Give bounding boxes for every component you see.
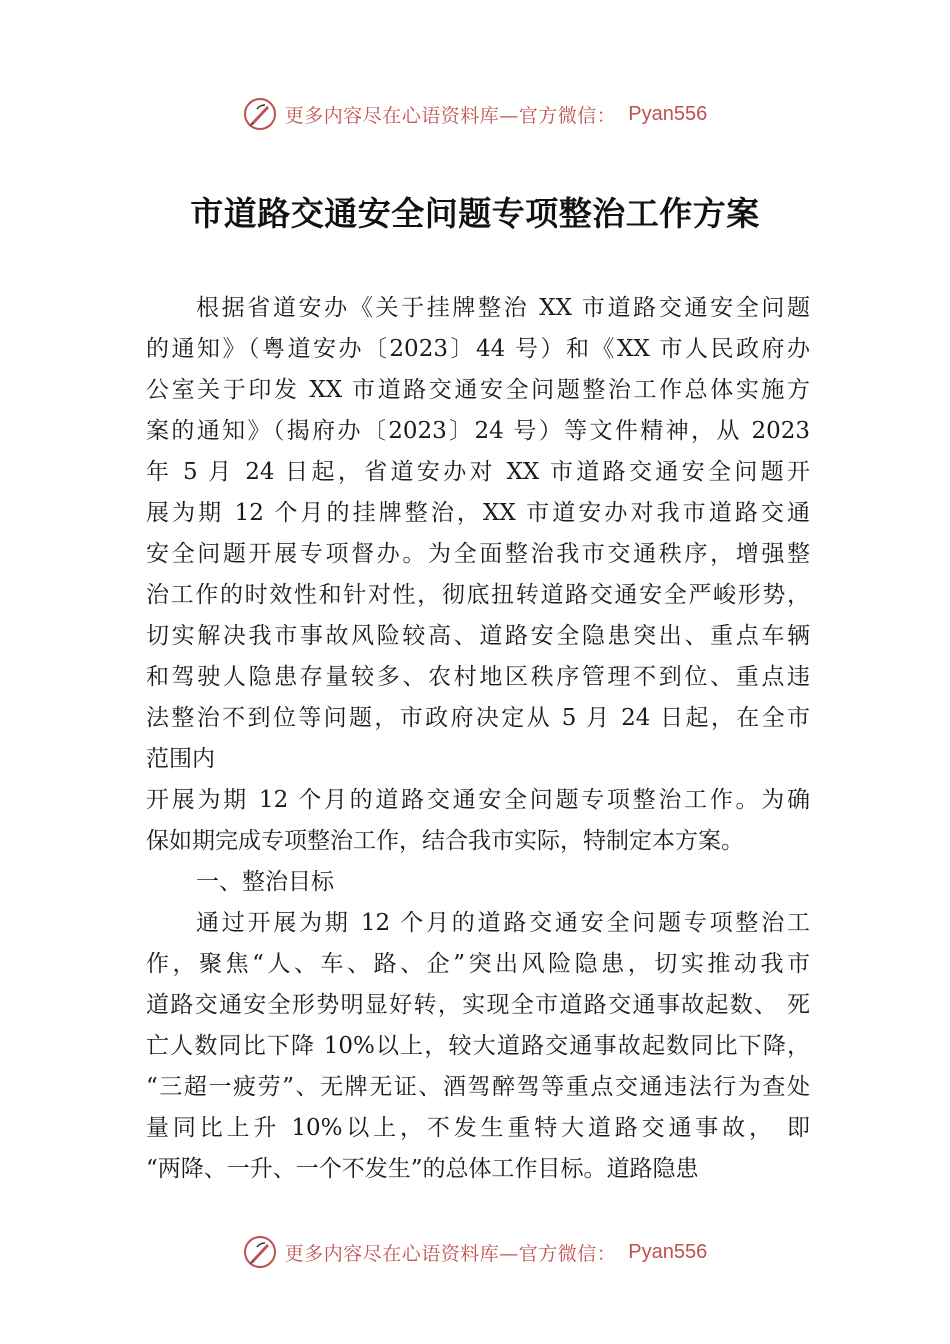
body-line: 道路交通安全形势明显好转，实现全市道路交通事故起数、 死 xyxy=(146,992,810,1018)
body-line: 展为期 12 个月的挂牌整治，XX 市道安办对我市道路交通 xyxy=(146,500,810,526)
body-line: 亡人数同比下降 10%以上，较大道路交通事故起数同比下降， xyxy=(146,1033,810,1059)
body-line: 切实解决我市事故风险较高、道路安全隐患突出、重点车辆 xyxy=(146,623,810,649)
body-line: 安全问题开展专项督办。为全面整治我市交通秩序，增强整 xyxy=(146,541,810,567)
body-line: “三超一疲劳”、无牌无证、酒驾醉驾等重点交通违法行为查处 xyxy=(146,1074,810,1100)
body-line: 案的通知》（揭府办〔2023〕24 号）等文件精神，从 2023 xyxy=(146,418,810,444)
body-line: “两降、一升、一个不发生”的总体工作目标。道路隐患 xyxy=(146,1156,699,1182)
banner-text: 更多内容尽在心语资料库—官方微信： xyxy=(284,1242,617,1265)
banner-wechat-id: Pyan556 xyxy=(628,1240,708,1263)
document-title: 市道路交通安全问题专项整治工作方案 xyxy=(190,194,760,233)
quill-pen-logo-icon xyxy=(243,1235,277,1269)
body-line: 年 5 月 24 日起，省道安办对 XX 市道路交通安全问题开 xyxy=(146,459,810,485)
body-line: 通过开展为期 12 个月的道路交通安全问题专项整治工 xyxy=(196,910,810,936)
header-banner xyxy=(0,94,950,134)
footer-banner xyxy=(0,1232,950,1272)
body-line: 法整治不到位等问题，市政府决定从 5 月 24 日起，在全市 xyxy=(146,705,810,731)
banner-wechat-id: Pyan556 xyxy=(628,102,708,125)
body-line: 保如期完成专项整治工作，结合我市实际，特制定本方案。 xyxy=(146,828,744,854)
body-line: 范围内 xyxy=(146,746,215,772)
body-line: 根据省道安办《关于挂牌整治 XX 市道路交通安全问题 xyxy=(196,295,810,321)
document-body xyxy=(146,288,810,1190)
quill-pen-logo-icon xyxy=(243,97,277,131)
body-line: 公室关于印发 XX 市道路交通安全问题整治工作总体实施方 xyxy=(146,377,810,403)
section-heading: 一、整治目标 xyxy=(196,869,334,895)
body-line: 和驾驶人隐患存量较多、农村地区秩序管理不到位、重点违 xyxy=(146,664,810,690)
body-line: 量同比上升 10%以上，不发生重特大道路交通事故， 即 xyxy=(146,1115,810,1141)
body-line: 开展为期 12 个月的道路交通安全问题专项整治工作。为确 xyxy=(146,787,810,813)
body-line: 的通知》（粤道安办〔2023〕44 号）和《XX 市人民政府办 xyxy=(146,336,810,362)
body-line: 治工作的时效性和针对性，彻底扭转道路交通安全严峻形势， xyxy=(146,582,810,608)
banner-text: 更多内容尽在心语资料库—官方微信： xyxy=(284,104,617,127)
body-line: 作，聚焦“人、车、路、企”突出风险隐患，切实推动我市 xyxy=(146,951,810,977)
